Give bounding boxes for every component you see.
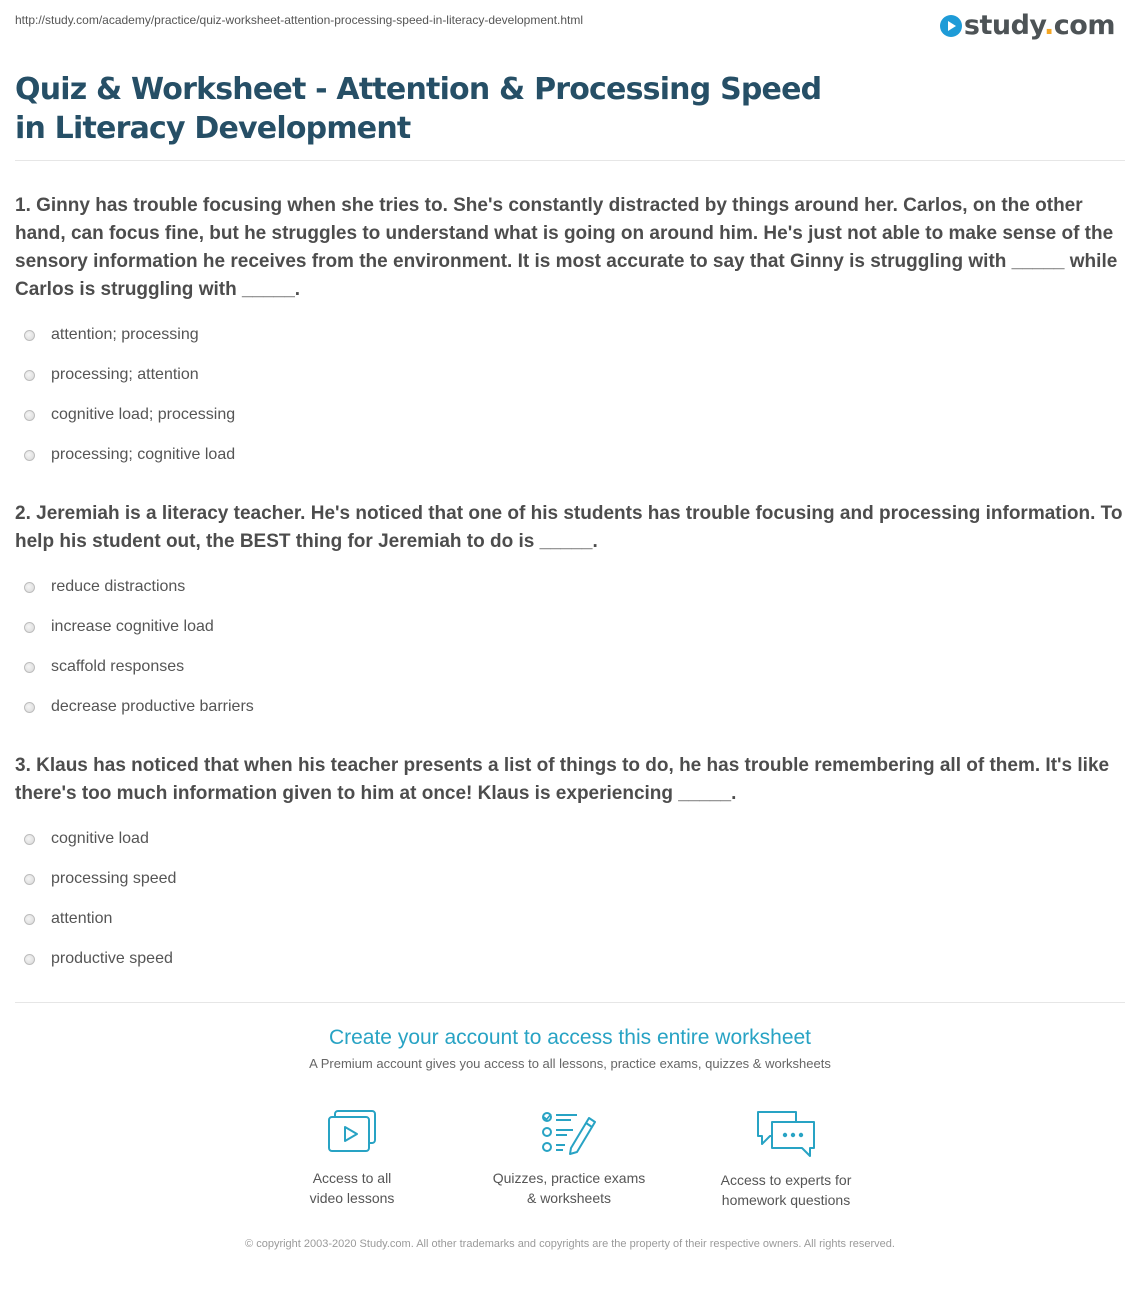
answer-label: cognitive load [51,830,149,847]
answer-option[interactable] [15,607,1127,647]
answer-label: decrease productive barriers [51,698,254,715]
answer-list [15,819,1127,979]
answer-label: processing; cognitive load [51,446,236,463]
answer-option[interactable] [15,567,1127,607]
radio-button[interactable] [24,330,35,341]
answer-label: processing; attention [51,366,199,383]
answer-option[interactable] [15,687,1127,727]
feature-video-lessons [257,1108,447,1208]
radio-button[interactable] [24,370,35,381]
answer-label: scaffold responses [51,658,185,675]
answer-label: cognitive load; processing [51,406,236,423]
feature-label: Quizzes, practice exams & worksheets [492,1170,646,1206]
answer-option[interactable] [15,859,1127,899]
top-bar [15,10,1125,40]
radio-button[interactable] [24,954,35,965]
feature-quizzes [474,1108,664,1208]
answer-label: increase cognitive load [51,618,214,635]
study-logo[interactable] [940,10,1115,41]
answer-option[interactable] [15,899,1127,939]
signup-cta [0,1026,1140,1071]
cta-subtitle: A Premium account gives you access to all lessons, practice exams, quizzes & worksheets [309,1056,831,1071]
title-divider [15,160,1125,161]
question-text: 2. Jeremiah is a literacy teacher. He's noticed that one of his students has trouble focusing and processing information. To help his student out, the BEST thing for Jeremiah to do is _____. [15,503,1123,552]
feature-experts [691,1108,881,1210]
copyright-footer: © copyright 2003-2020 Study.com. All other trademarks and copyrights are the property of their respective owners. All rights reserved. [245,1238,895,1250]
answer-option[interactable] [15,315,1127,355]
quiz-checklist-icon [541,1108,597,1156]
radio-button[interactable] [24,622,35,633]
page-url: http://study.com/academy/practice/quiz-worksheet-attention-processing-speed-in-literacy-development.html [15,13,584,27]
question-2 [15,500,1127,727]
radio-button[interactable] [24,662,35,673]
cta-title-link[interactable]: Create your account to access this entire worksheet [328,1026,812,1049]
answer-label: processing speed [51,870,177,887]
page-title: Quiz & Worksheet - Attention & Processing Speed in Literacy Development [15,72,822,146]
feature-label: Access to all video lessons [309,1170,395,1206]
chat-bubbles-icon [754,1108,818,1158]
answer-option[interactable] [15,395,1127,435]
answer-option[interactable] [15,355,1127,395]
answer-label: productive speed [51,950,173,967]
radio-button[interactable] [24,410,35,421]
answer-list [15,315,1127,475]
feature-label: Access to experts for homework questions [720,1172,852,1208]
video-lessons-icon [326,1108,378,1156]
question-1 [15,192,1127,475]
question-text: 3. Klaus has noticed that when his teacher presents a list of things to do, he has trouble remembering all of them. It's like there's too much information given to him at once! Klaus is experiencing _____. [15,755,1110,804]
radio-button[interactable] [24,582,35,593]
radio-button[interactable] [24,450,35,461]
answer-option[interactable] [15,939,1127,979]
question-3 [15,752,1127,979]
play-logo-icon [940,15,962,37]
logo-wordmark: study.com [963,10,1115,41]
answer-label: attention; processing [51,326,199,343]
radio-button[interactable] [24,702,35,713]
answer-list [15,567,1127,727]
radio-button[interactable] [24,874,35,885]
answer-label: reduce distractions [51,578,186,595]
answer-label: attention [51,910,113,927]
radio-button[interactable] [24,914,35,925]
question-text: 1. Ginny has trouble focusing when she tries to. She's constantly distracted by things around her. Carlos, on the other hand, can focus fine, but he struggles to understand what is going on around him. He's just not able to make sense of the sensory information he receives from the environment. It is most accurate to say that Ginny is struggling with _____ while Carlos is struggling with _____. [15,195,1118,300]
answer-option[interactable] [15,819,1127,859]
radio-button[interactable] [24,834,35,845]
answer-option[interactable] [15,647,1127,687]
answer-option[interactable] [15,435,1127,475]
questions-divider [15,1002,1125,1003]
